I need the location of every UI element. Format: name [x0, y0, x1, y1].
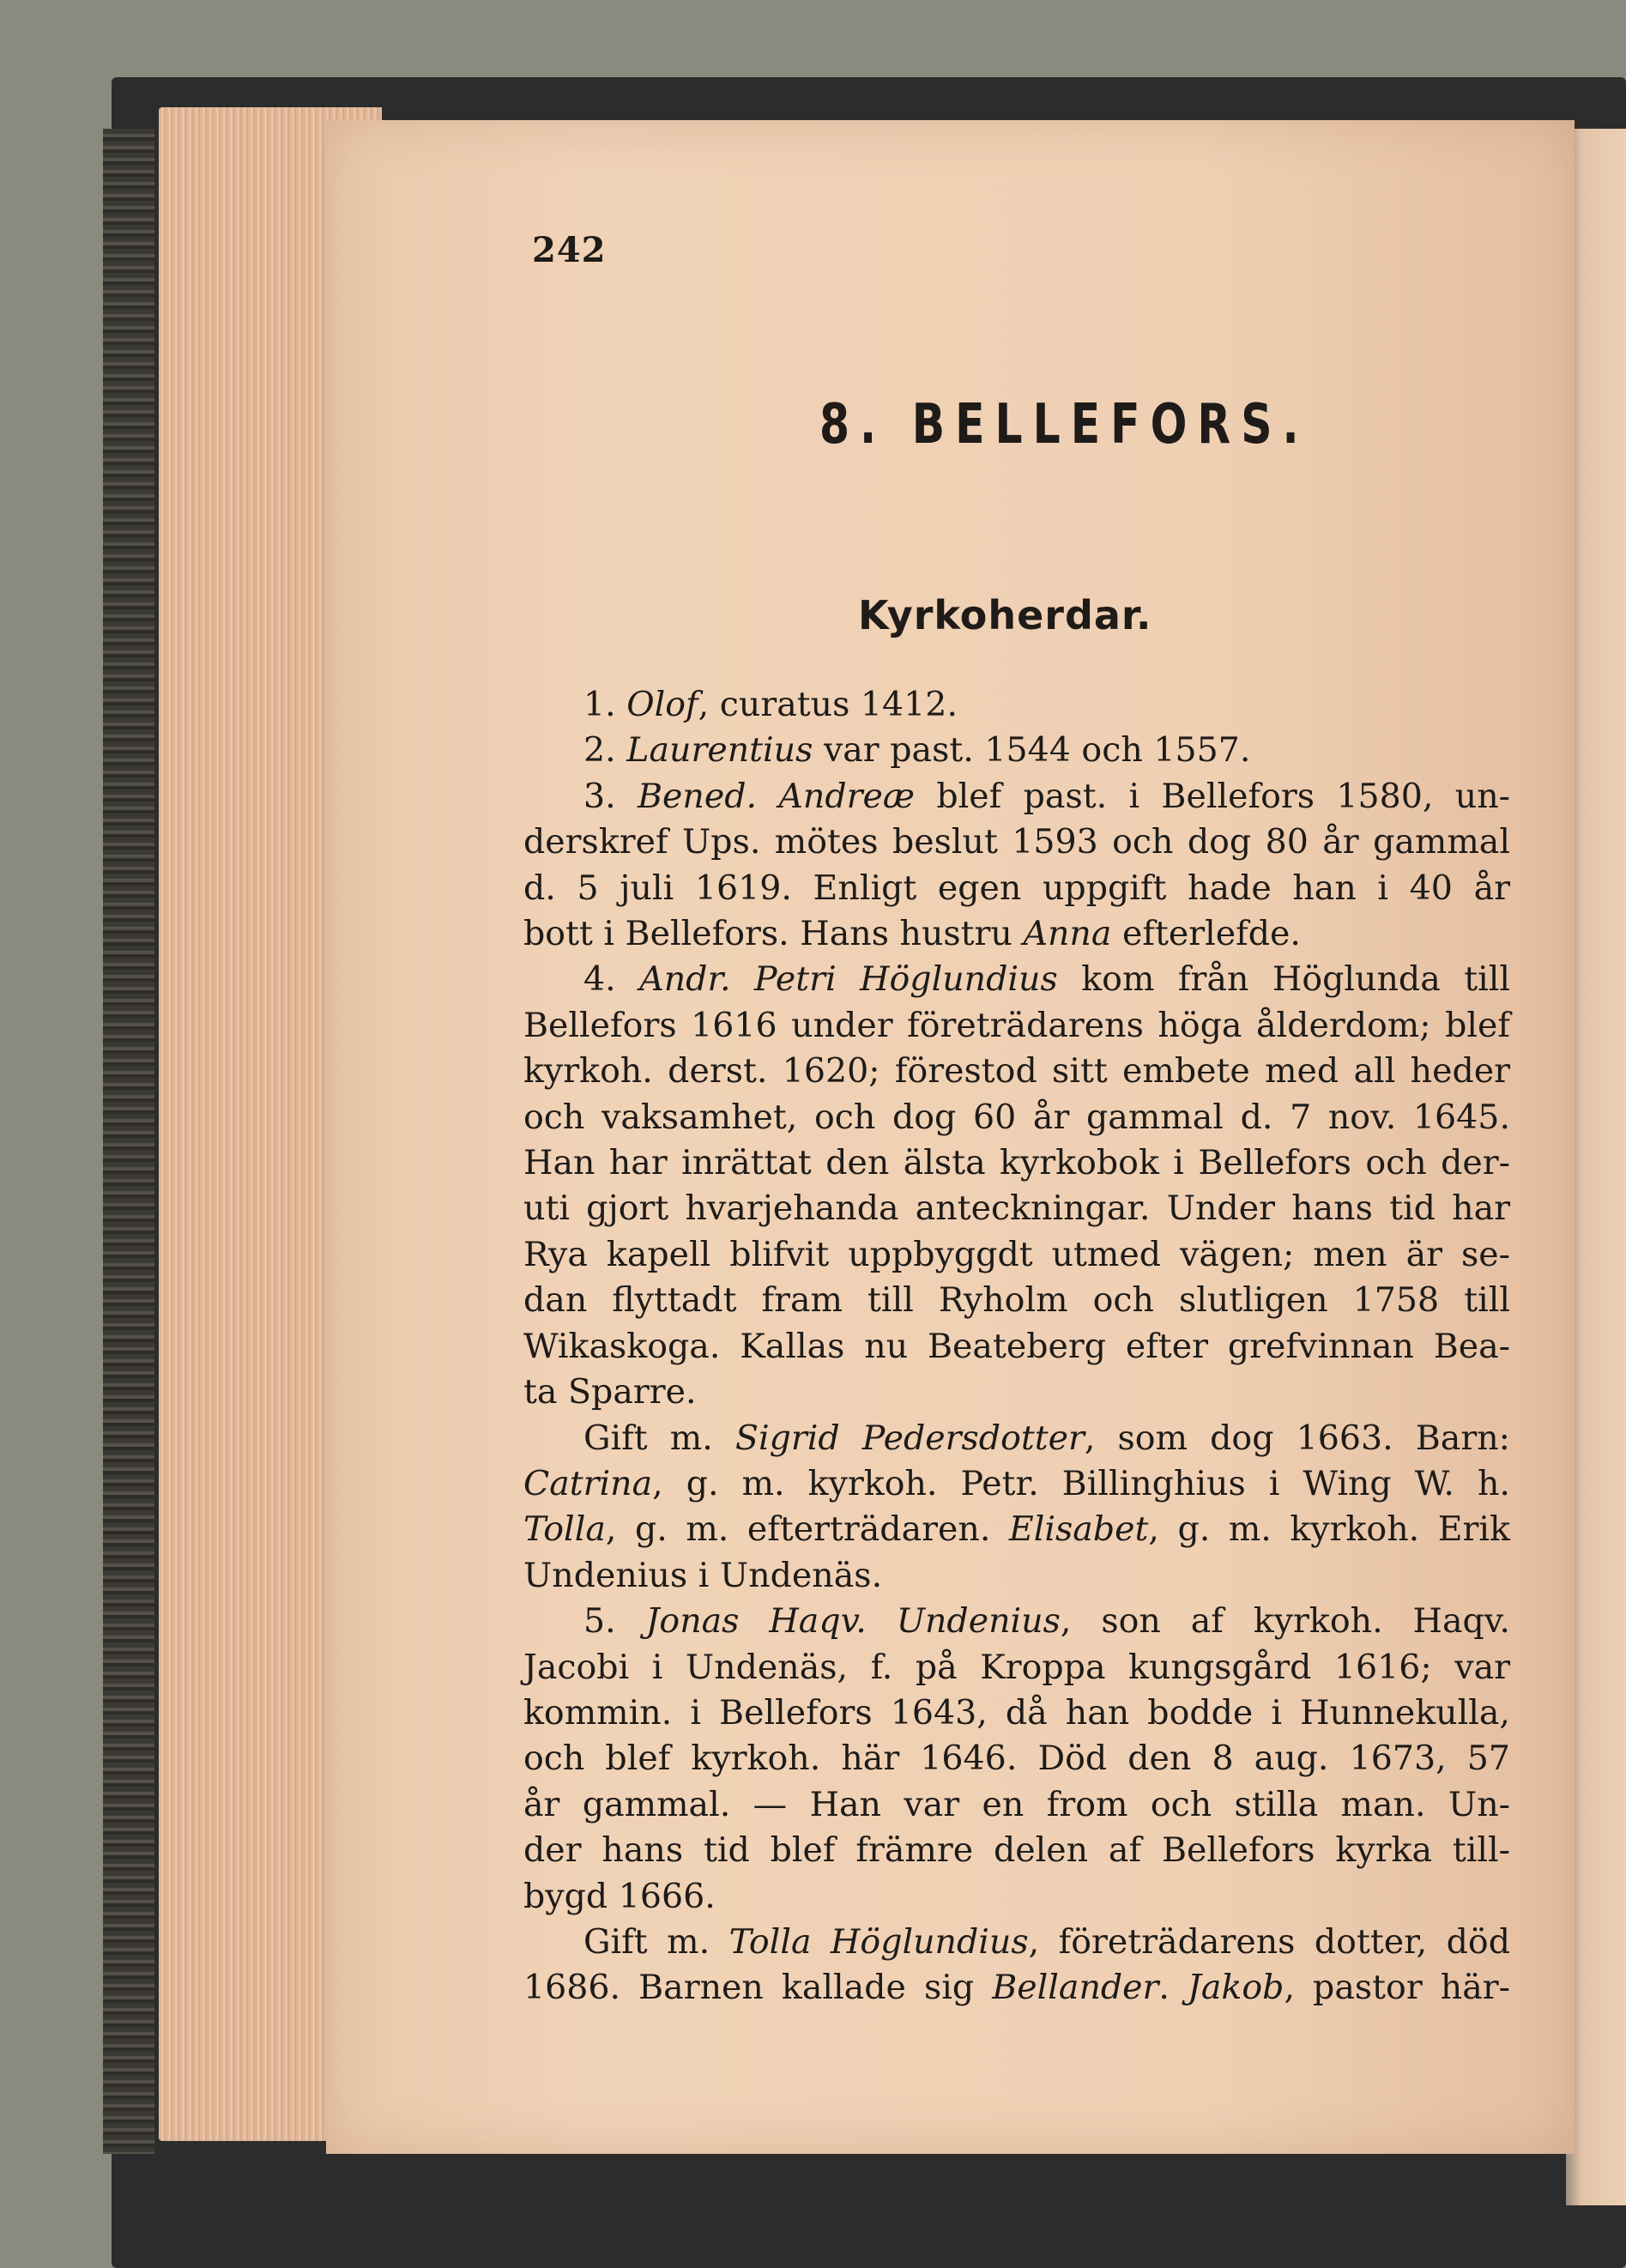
text-run: kommin. i Bellefors 1643, då han bodde i Hunnekulla, — [523, 1692, 1510, 1733]
italic-name: Jonas Haqv. Undenius — [645, 1601, 1061, 1642]
text-line — [523, 1507, 1510, 1552]
text-run: Wikaskoga. Kallas nu Beateberg efter grefvinnan Bea- — [523, 1326, 1510, 1366]
text-run: bygd 1666. — [523, 1876, 716, 1916]
heading: Kyrkoherdar. — [858, 592, 1152, 638]
text-run: , son af kyrkoh. Haqv. — [1060, 1601, 1510, 1642]
text-run: , företrädarens dotter, död — [1028, 1921, 1510, 1962]
text-run: 1. — [583, 685, 627, 724]
text-line — [523, 1920, 1510, 1965]
text-line — [523, 1736, 1510, 1781]
text-line — [523, 820, 1510, 865]
text-run: , curatus 1412. — [698, 685, 958, 724]
text-line — [523, 1324, 1510, 1370]
text-line — [523, 1828, 1510, 1873]
text-run: uti gjort hvarjehanda anteckningar. Under hans tid har — [523, 1188, 1510, 1229]
text-run: efterlefde. — [1111, 914, 1301, 954]
italic-name: Andr. Petri Höglundius — [639, 959, 1058, 1000]
text-run: ta Sparre. — [523, 1372, 697, 1412]
text-run: 2. — [583, 730, 627, 771]
text-line — [523, 1690, 1510, 1736]
text-line — [523, 1599, 1510, 1644]
text-line — [523, 1232, 1510, 1278]
text-line — [523, 728, 1510, 773]
italic-name: Anna — [1023, 914, 1112, 954]
text-run: derskref Ups. mötes beslut 1593 och dog 80 år gammal — [523, 822, 1510, 862]
text-run: , g. m. efterträdaren. — [605, 1509, 1009, 1550]
text-run: blef past. i Bellefors 1580, un- — [915, 776, 1510, 816]
text-line — [523, 1965, 1510, 2011]
text-run: och blef kyrkoh. här 1646. Död den 8 aug. 1673, 57 — [523, 1739, 1510, 1779]
text-run: 4. — [583, 959, 640, 1000]
text-line — [523, 1278, 1510, 1323]
text-run: d. 5 juli 1619. Enligt egen uppgift hade han i 40 år — [523, 868, 1510, 908]
text-run: kyrkoh. derst. 1620; förestod sitt embete med all heder — [523, 1051, 1510, 1092]
text-run: Gift m. — [583, 1418, 735, 1458]
text-run: Rya kapell blifvit uppbyggdt utmed vägen; men är se- — [523, 1234, 1510, 1274]
text-line — [523, 1186, 1510, 1231]
section-title: 8. BELLEFORS. — [819, 392, 1309, 457]
text-line — [523, 682, 1510, 728]
text-run: bott i Bellefors. Hans hustru — [523, 914, 1024, 954]
text-line — [523, 1461, 1510, 1507]
italic-name: Tolla — [523, 1509, 606, 1550]
text-run: , pastor här- — [1284, 1968, 1510, 2008]
book-spine — [103, 129, 154, 2154]
text-line — [523, 1095, 1510, 1140]
text-line — [523, 1645, 1510, 1690]
text-line — [523, 911, 1510, 957]
text-line — [523, 1003, 1510, 1049]
text-line — [523, 866, 1510, 911]
text-run: 5. — [583, 1601, 646, 1642]
text-run: år gammal. — Han var en from och stilla man. Un- — [523, 1784, 1510, 1824]
italic-name: Laurentius — [626, 730, 813, 771]
text-line — [523, 1416, 1510, 1461]
facing-page-edge — [1566, 129, 1626, 2205]
text-line — [523, 1049, 1510, 1094]
italic-name: Bened. Andreæ — [638, 776, 916, 816]
text-run: dan flyttadt fram till Ryholm och slutligen 1758 till — [523, 1280, 1510, 1321]
text-line — [523, 1553, 1510, 1599]
text-line — [523, 1874, 1510, 1920]
page-number: 242 — [532, 230, 607, 270]
text-run: Han har inrättat den älsta kyrkobok i Bellefors och der- — [523, 1143, 1510, 1183]
text-run: , g. m. kyrkoh. Erik — [1148, 1509, 1510, 1550]
text-line — [523, 1370, 1510, 1415]
text-run: der hans tid blef främre delen af Bellefors kyrka till- — [523, 1830, 1510, 1871]
text-run: Jacobi i Undenäs, f. på Kroppa kungsgård 1616; var — [523, 1647, 1510, 1687]
text-line — [523, 1782, 1510, 1828]
text-run: , g. m. kyrkoh. Petr. Billinghius i Wing W. h. — [652, 1463, 1510, 1503]
text-line — [523, 957, 1510, 1002]
text-run: 3. — [583, 776, 638, 816]
text-run: Bellefors 1616 under företrädarens höga ålderdom; blef — [523, 1005, 1510, 1045]
italic-name: Jakob — [1188, 1968, 1284, 2008]
text-run: Gift m. — [583, 1921, 729, 1962]
italic-name: Bellander — [992, 1968, 1159, 2008]
italic-name: Elisabet — [1008, 1509, 1149, 1550]
text-line — [523, 774, 1510, 820]
text-run: kom från Höglunda till — [1057, 959, 1511, 1000]
text-run: Undenius i Undenäs. — [523, 1555, 883, 1595]
text-run: var past. 1544 och 1557. — [813, 730, 1251, 771]
body-text — [523, 682, 1510, 2011]
text-run: 1686. Barnen kallade sig — [523, 1968, 993, 2008]
italic-name: Catrina — [523, 1463, 653, 1503]
italic-name: Sigrid Pedersdotter — [734, 1418, 1085, 1458]
text-run: , som dog 1663. Barn: — [1084, 1418, 1510, 1458]
text-run: . — [1158, 1968, 1188, 2008]
italic-name: Olof — [626, 685, 698, 724]
italic-name: Tolla Höglundius — [728, 1921, 1029, 1962]
text-line — [523, 1140, 1510, 1186]
text-run: och vaksamhet, och dog 60 år gammal d. 7 nov. 1645. — [523, 1097, 1510, 1137]
